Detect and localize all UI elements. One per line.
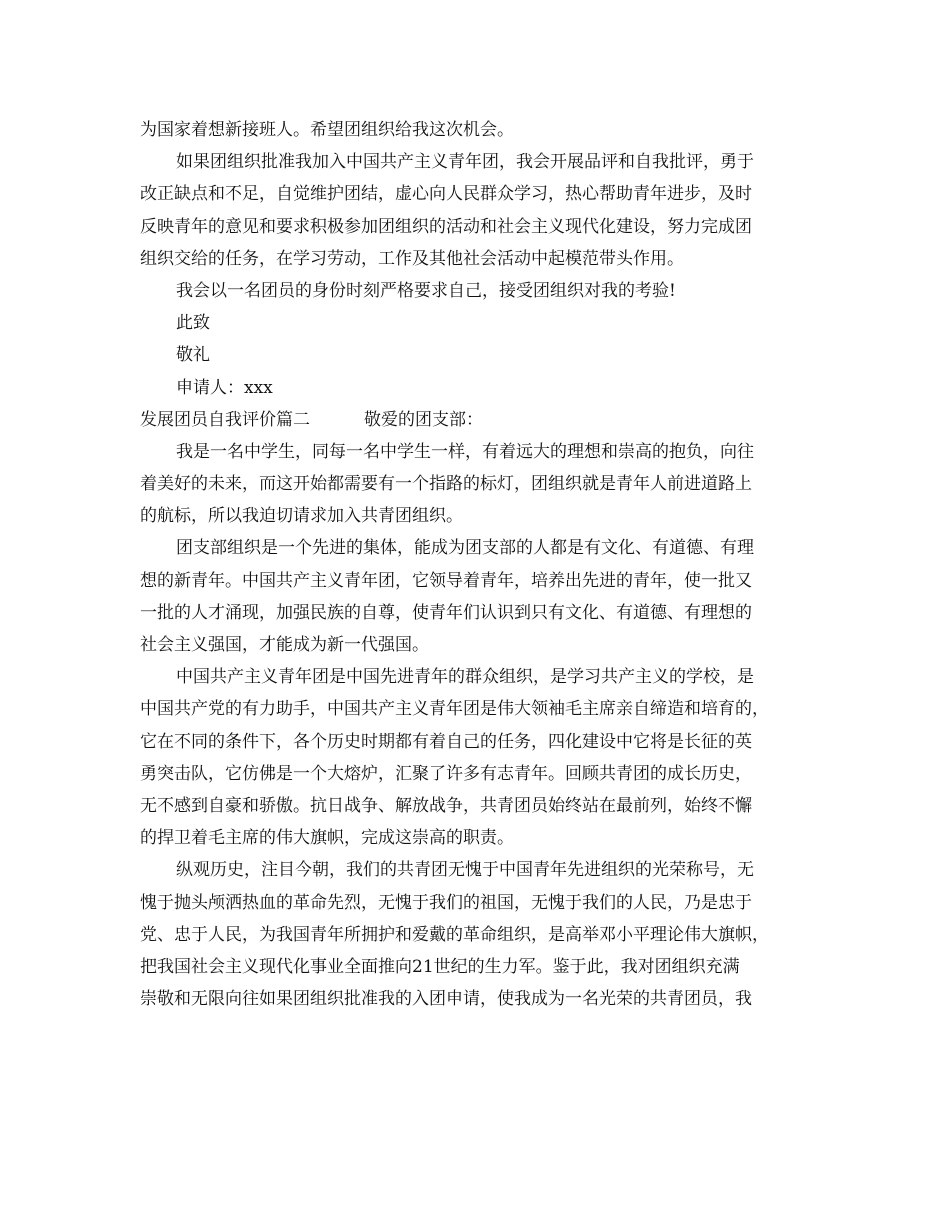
text-line: 的捍卫着毛主席的伟大旗帜，完成这崇高的职责。 bbox=[140, 828, 514, 849]
salutation: 敬爱的团支部： bbox=[364, 409, 483, 430]
text-line: 我会以一名团员的身份时刻严格要求自己，接受团组织对我的考验! bbox=[176, 280, 676, 301]
text-line: 此致 bbox=[176, 313, 210, 334]
text-line: 党、忠于人民，为我国青年所拥护和爱戴的革命组织，是高举邓小平理论伟大旗帜， bbox=[140, 924, 769, 945]
document-page bbox=[140, 114, 820, 1015]
text-line: 着美好的未来，而这开始都需要有一个指路的标灯，团组织就是青年人前进道路上 bbox=[140, 474, 752, 495]
document-body-part2 bbox=[140, 436, 820, 1015]
text-line: 的航标，所以我迫切请求加入共青团组织。 bbox=[140, 506, 463, 527]
section-heading-line bbox=[140, 404, 820, 436]
text-line: 如果团组织批准我加入中国共产主义青年团，我会开展品评和自我批评，勇于 bbox=[176, 152, 754, 173]
text-line: 为国家着想新接班人。希望团组织给我这次机会。 bbox=[140, 120, 514, 140]
text-line: 中国共产主义青年团是中国先进青年的群众组织，是学习共产主义的学校，是 bbox=[176, 667, 754, 688]
text-line: 社会主义强国，才能成为新一代强国。 bbox=[140, 635, 429, 655]
text-line: 申请人：xxx bbox=[176, 377, 273, 398]
text-line: 中国共产党的有力助手，中国共产主义青年团是伟大领袖毛主席亲自缔造和培育的， bbox=[140, 699, 769, 720]
text-line: 勇突击队，它仿佛是一个大熔炉，汇聚了许多有志青年。回顾共青团的成长历史， bbox=[140, 763, 752, 784]
text-line: 改正缺点和不足，自觉维护团结，虚心向人民群众学习，热心帮助青年进步，及时 bbox=[140, 184, 752, 205]
document-body-part1 bbox=[140, 114, 820, 404]
text-line: 崇敬和无限向往如果团组织批准我的入团申请，使我成为一名光荣的共青团员，我 bbox=[140, 989, 752, 1010]
text-line: 它在不同的条件下，各个历史时期都有着自己的任务，四化建设中它将是长征的英 bbox=[140, 731, 752, 752]
text-line: 敬礼 bbox=[176, 345, 210, 366]
text-line: 反映青年的意见和要求积极参加团组织的活动和社会主义现代化建设，努力完成团 bbox=[140, 216, 752, 237]
text-line: 团支部组织是一个先进的集体，能成为团支部的人都是有文化、有道德、有理 bbox=[176, 538, 754, 559]
text-line: 想的新青年。中国共产主义青年团，它领导着青年，培养出先进的青年，使一批又 bbox=[140, 570, 752, 591]
text-line: 我是一名中学生，同每一名中学生一样，有着远大的理想和崇高的抱负，向往 bbox=[176, 441, 754, 462]
text-line: 无不感到自豪和骄傲。抗日战争、解放战争，共青团员始终站在最前列，始终不懈 bbox=[140, 795, 752, 816]
text-line: 愧于抛头颅洒热血的革命先烈，无愧于我们的祖国，无愧于我们的人民，乃是忠于 bbox=[140, 892, 752, 913]
section-title: 发展团员自我评价篇二 bbox=[140, 409, 310, 430]
text-line: 一批的人才涌现，加强民族的自尊，使青年们认识到只有文化、有道德、有理想的 bbox=[140, 602, 752, 623]
text-line: 把我国社会主义现代化事业全面推向21世纪的生力军。鉴于此，我对团组织充满 bbox=[140, 956, 740, 977]
text-line: 组织交给的任务，在学习劳动，工作及其他社会活动中起模范带头作用。 bbox=[140, 248, 684, 269]
text-line: 纵观历史，注目今朝，我们的共青团无愧于中国青年先进组织的光荣称号，无 bbox=[176, 860, 754, 881]
